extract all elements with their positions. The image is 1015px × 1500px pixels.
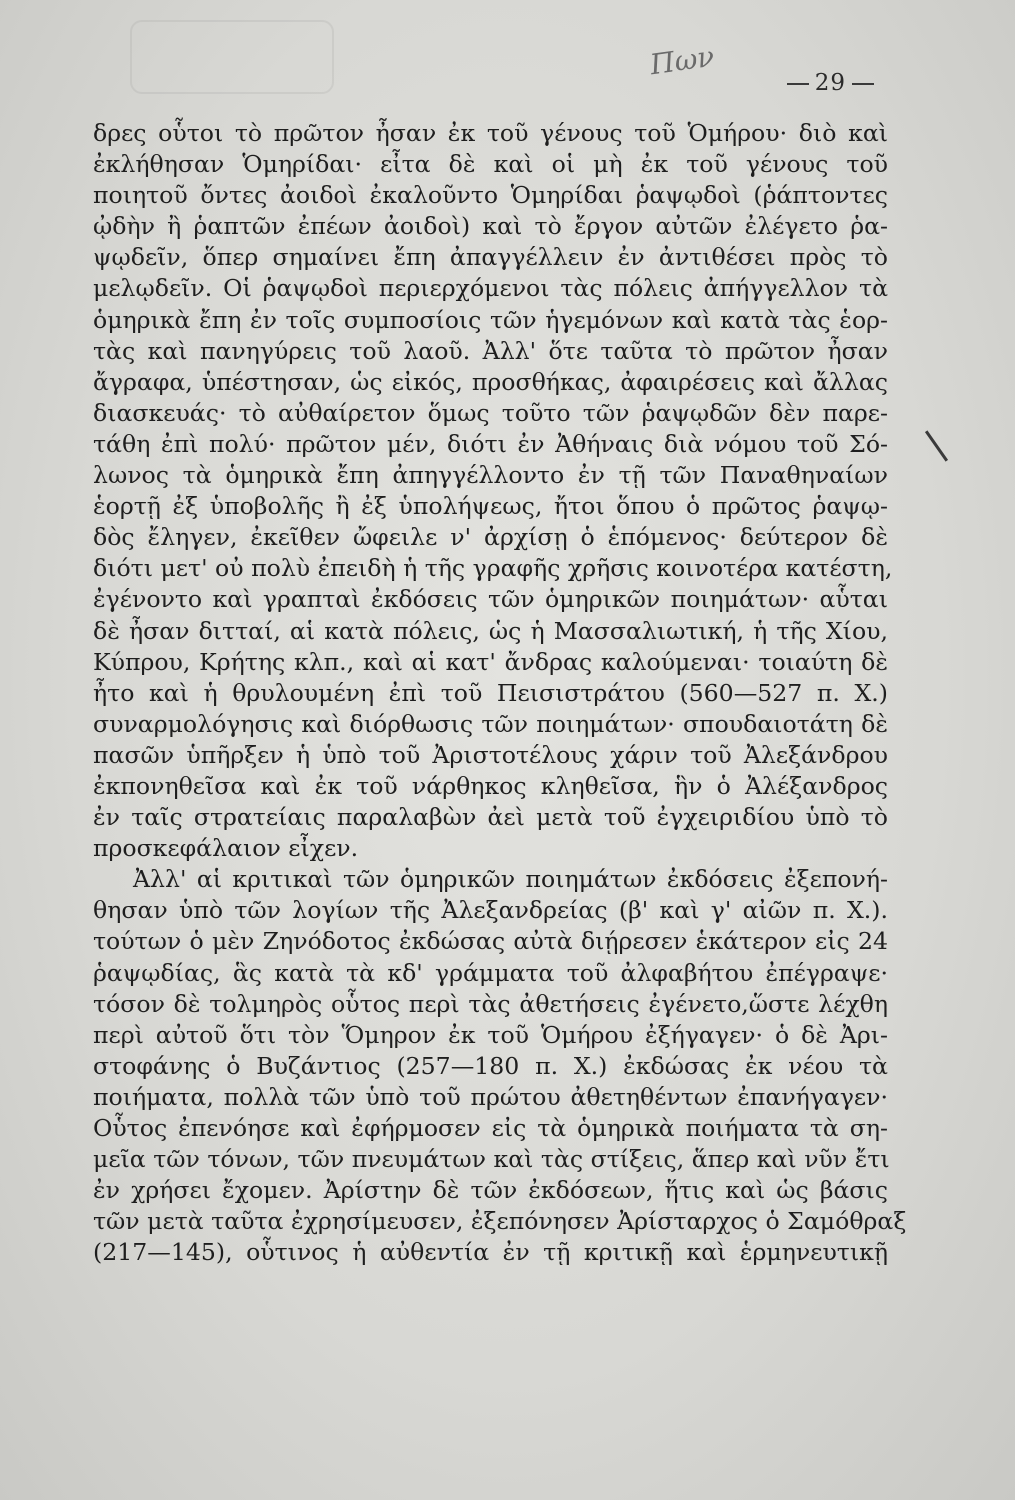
text-line: ποιητοῦ ὄντες ἀοιδοὶ ἐκαλοῦντο Ὁμηρίδαι ῥαψῳδοὶ (ῥάπτοντες — [93, 181, 888, 210]
text-line: περὶ αὐτοῦ ὅτι τὸν Ὅμηρον ἐκ τοῦ Ὁμήρου ἐξήγαγεν· ὁ δὲ Ἀρι- — [93, 1020, 888, 1049]
text-line: τάθη ἐπὶ πολύ· πρῶτον μέν, διότι ἐν Ἀθήναις διὰ νόμου τοῦ Σό- — [93, 429, 888, 458]
text-line: δρες οὗτοι τὸ πρῶτον ἦσαν ἐκ τοῦ γένους τοῦ Ὁμήρου· διὸ καὶ — [93, 119, 888, 147]
text-line: δὲ ἦσαν διτταί, αἱ κατὰ πόλεις, ὡς ἡ Μασσαλιωτική, ἡ τῆς Χίου, — [93, 616, 888, 645]
text-line: Κύπρου, Κρήτης κλπ., καὶ αἱ κατ' ἄνδρας καλούμεναι· τοιαύτη δὲ — [93, 647, 888, 676]
text-line: δὸς ἔληγεν, ἐκεῖθεν ὤφειλε ν' ἀρχίσῃ ὁ ἑπόμενος· δεύτερον δὲ — [93, 523, 888, 552]
text-line: στοφάνης ὁ Βυζάντιος (257—180 π. Χ.) ἐκδώσας ἐκ νέου τὰ — [93, 1051, 888, 1080]
text-line: προσκεφάλαιον εἶχεν. — [93, 834, 359, 863]
text-line: ἄγραφα, ὑπέστησαν, ὡς εἰκός, προσθήκας, ἀφαιρέσεις καὶ ἄλλας — [93, 367, 888, 396]
text-line: ποιήματα, πολλὰ τῶν ὑπὸ τοῦ πρώτου ἀθετηθέντων ἐπανήγαγεν· — [93, 1082, 888, 1111]
text-line: ἐκλήθησαν Ὁμηρίδαι· εἶτα δὲ καὶ οἱ μὴ ἐκ τοῦ γένους τοῦ — [93, 150, 888, 179]
margin-pencil-mark — [925, 430, 948, 461]
text-line: λωνος τὰ ὁμηρικὰ ἔπη ἀπηγγέλλοντο ἐν τῇ τῶν Παναθηναίων — [93, 461, 888, 490]
text-line: ἦτο καὶ ἡ θρυλουμένη ἐπὶ τοῦ Πεισιστράτου (560—527 π. Χ.) — [93, 678, 888, 707]
text-line: τόσον δὲ τολμηρὸς οὗτος περὶ τὰς ἀθετήσεις ἐγένετο,ὥστε λέχθη — [93, 989, 888, 1018]
text-line: ᾠδὴν ἢ ῥαπτῶν ἐπέων ἀοιδοὶ) καὶ τὸ ἔργον αὐτῶν ἐλέγετο ῥα- — [93, 212, 888, 241]
text-line: συναρμολόγησις καὶ διόρθωσις τῶν ποιημάτων· σπουδαιοτάτη δὲ — [93, 709, 888, 738]
text-line: μεῖα τῶν τόνων, τῶν πνευμάτων καὶ τὰς στίξεις, ἅπερ καὶ νῦν ἔτι — [93, 1145, 890, 1174]
text-line: ἐγένοντο καὶ γραπταὶ ἐκδόσεις τῶν ὁμηρικῶν ποιημάτων· αὗται — [93, 585, 888, 614]
text-line: ψῳδεῖν, ὅπερ σημαίνει ἔπη ἀπαγγέλλειν ἐν ἀντιθέσει πρὸς τὸ — [93, 243, 888, 272]
text-line: διασκευάς· τὸ αὐθαίρετον ὅμως τοῦτο τῶν ῥαψῳδῶν δὲν παρε- — [93, 398, 888, 427]
body-text — [93, 118, 907, 1268]
text-line: Ἀλλ' αἱ κριτικαὶ τῶν ὁμηρικῶν ποιημάτων ἐκδόσεις ἐξεπονή- — [133, 865, 888, 894]
text-line: τῶν μετὰ ταῦτα ἐχρησίμευσεν, ἐξεπόνησεν Ἀρίσταρχος ὁ Σαμόθραξ — [93, 1207, 907, 1236]
faded-library-stamp — [130, 20, 334, 94]
text-line: ἐκπονηθεῖσα καὶ ἐκ τοῦ νάρθηκος κληθεῖσα, ἣν ὁ Ἀλέξανδρος — [93, 771, 888, 800]
text-line: θησαν ὑπὸ τῶν λογίων τῆς Ἀλεξανδρείας (β' καὶ γ' αἰῶν π. Χ.). — [93, 896, 888, 925]
text-line: (217—145), οὗτινος ἡ αὐθεντία ἐν τῇ κριτικῇ καὶ ἑρμηνευτικῇ — [93, 1238, 888, 1267]
text-line: ἑορτῇ ἐξ ὑποβολῆς ἢ ἐξ ὑπολήψεως, ἤτοι ὅπου ὁ πρῶτος ῥαψῳ- — [93, 492, 888, 521]
text-line: Οὗτος ἐπενόησε καὶ ἐφήρμοσεν εἰς τὰ ὁμηρικὰ ποιήματα τὰ ση- — [93, 1114, 888, 1142]
handwritten-note: Πων — [648, 39, 717, 82]
text-line: πασῶν ὑπῆρξεν ἡ ὑπὸ τοῦ Ἀριστοτέλους χάριν τοῦ Ἀλεξάνδρου — [93, 740, 888, 769]
text-line: ἐν ταῖς στρατείαις παραλαβὼν ἀεὶ μετὰ τοῦ ἐγχειριδίου ὑπὸ τὸ — [93, 803, 888, 832]
text-line: ὁμηρικὰ ἔπη ἐν τοῖς συμποσίοις τῶν ἡγεμόνων καὶ κατὰ τὰς ἑορ- — [93, 305, 888, 334]
page-number: 29 — [781, 70, 880, 96]
text-line: τὰς καὶ πανηγύρεις τοῦ λαοῦ. Ἀλλ' ὅτε ταῦτα τὸ πρῶτον ἦσαν — [93, 336, 888, 365]
text-line: μελῳδεῖν. Οἱ ῥαψῳδοὶ περιερχόμενοι τὰς πόλεις ἀπήγγελλον τὰ — [93, 274, 888, 303]
text-line: ῥαψῳδίας, ἃς κατὰ τὰ κδ' γράμματα τοῦ ἀλφαβήτου ἐπέγραψε· — [93, 958, 888, 987]
text-line: ἐν χρήσει ἔχομεν. Ἀρίστην δὲ τῶν ἐκδόσεων, ἥτις καὶ ὡς βάσις — [93, 1176, 888, 1205]
text-line: διότι μετ' οὐ πολὺ ἐπειδὴ ἡ τῆς γραφῆς χρῆσις κοινοτέρα κατέστη, — [93, 554, 893, 583]
text-line: τούτων ὁ μὲν Ζηνόδοτος ἐκδώσας αὐτὰ διῄρεσεν ἑκάτερον εἰς 24 — [93, 927, 888, 956]
